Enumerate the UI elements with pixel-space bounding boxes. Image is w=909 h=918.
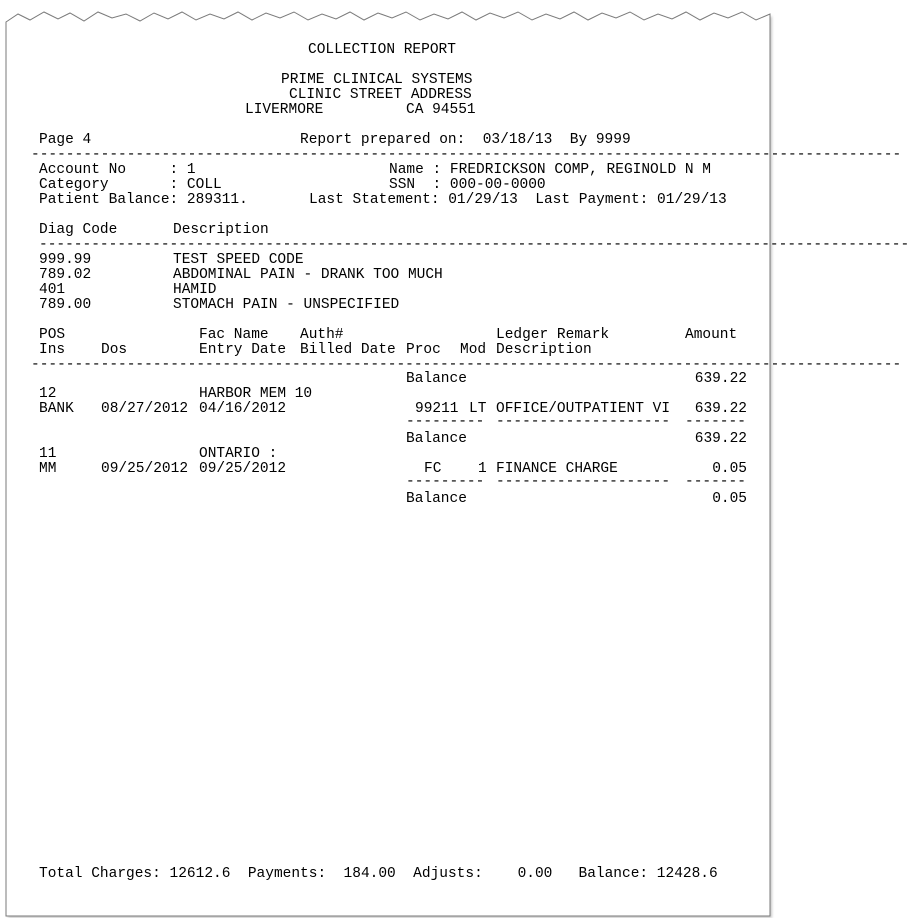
entry-amount: 0.05: [712, 461, 747, 477]
report-prepared: Report prepared on: 03/18/13 By 9999: [300, 132, 631, 148]
entry-description: OFFICE/OUTPATIENT VI: [496, 401, 671, 417]
balance-label: Balance: [406, 491, 467, 507]
diag-code-header: Diag Code: [39, 222, 118, 238]
col-entry-date: Entry Date: [199, 342, 287, 358]
subtotal-rule: ---------: [406, 474, 485, 490]
diag-description: ABDOMINAL PAIN - DRANK TOO MUCH: [173, 267, 443, 283]
balance-amount: 639.22: [694, 431, 747, 447]
col-ins: Ins: [39, 342, 66, 358]
entry-proc: 99211: [415, 401, 459, 417]
entry-proc: FC: [424, 461, 442, 477]
diag-code: 789.00: [39, 297, 92, 313]
col-billed-date: Billed Date: [300, 342, 396, 358]
company-state-zip: CA 94551: [406, 102, 476, 118]
entry-pos: 12: [39, 386, 57, 402]
company-city: LIVERMORE: [245, 102, 324, 118]
entry-mod: LT: [469, 401, 487, 417]
diag-code: 999.99: [39, 252, 92, 268]
entry-ins: BANK: [39, 401, 74, 417]
entry-ins: MM: [39, 461, 57, 477]
totals-line: Total Charges: 12612.6 Payments: 184.00 Adjusts: 0.00 Balance: 12428.6: [39, 866, 718, 882]
diag-code: 789.02: [39, 267, 92, 283]
col-mod: Mod: [460, 342, 487, 358]
col-pos: POS: [39, 327, 66, 343]
col-amount: Amount: [685, 327, 738, 343]
entry-description: FINANCE CHARGE: [496, 461, 618, 477]
diag-code: 401: [39, 282, 66, 298]
last-statement-payment: Last Statement: 01/29/13 Last Payment: 01/29/13: [309, 192, 727, 208]
entry-mod: 1: [478, 461, 487, 477]
report-title: COLLECTION REPORT: [308, 42, 456, 58]
separator-dashes: ----------------------------------------------------------------------------------------------------: [39, 237, 909, 253]
diag-description-header: Description: [173, 222, 269, 238]
balance-amount: 639.22: [694, 371, 747, 387]
entry-fac-name: ONTARIO :: [199, 446, 278, 462]
balance-amount: 0.05: [712, 491, 747, 507]
ssn: SSN : 000-00-0000: [389, 177, 546, 193]
col-ledger-remark: Ledger Remark: [496, 327, 610, 343]
col-proc: Proc: [406, 342, 441, 358]
balance-label: Balance: [406, 371, 467, 387]
company-name: PRIME CLINICAL SYSTEMS: [281, 72, 473, 88]
col-auth: Auth#: [300, 327, 344, 343]
entry-dos: 09/25/2012: [101, 461, 189, 477]
entry-amount: 639.22: [694, 401, 747, 417]
company-address: CLINIC STREET ADDRESS: [289, 87, 472, 103]
subtotal-rule: --------------------: [496, 414, 671, 430]
entry-entry-date: 04/16/2012: [199, 401, 287, 417]
account-number: Account No : 1: [39, 162, 196, 178]
category: Category : COLL: [39, 177, 222, 193]
separator-dashes: ----------------------------------------------------------------------------------------------------: [31, 147, 902, 163]
entry-entry-date: 09/25/2012: [199, 461, 287, 477]
col-description: Description: [496, 342, 592, 358]
diag-description: STOMACH PAIN - UNSPECIFIED: [173, 297, 400, 313]
diag-description: TEST SPEED CODE: [173, 252, 304, 268]
separator-dashes: ----------------------------------------------------------------------------------------------------: [31, 357, 902, 373]
subtotal-rule: -------: [685, 414, 746, 430]
subtotal-rule: -------: [685, 474, 746, 490]
subtotal-rule: ---------: [406, 414, 485, 430]
col-dos: Dos: [101, 342, 128, 358]
entry-dos: 08/27/2012: [101, 401, 189, 417]
subtotal-rule: --------------------: [496, 474, 671, 490]
entry-pos: 11: [39, 446, 57, 462]
balance-label: Balance: [406, 431, 467, 447]
diag-description: HAMID: [173, 282, 217, 298]
entry-fac-name: HARBOR MEM 10: [199, 386, 313, 402]
patient-name: Name : FREDRICKSON COMP, REGINOLD N M: [389, 162, 711, 178]
patient-balance: Patient Balance: 289311.: [39, 192, 248, 208]
col-fac-name: Fac Name: [199, 327, 269, 343]
page-number: Page 4: [39, 132, 92, 148]
